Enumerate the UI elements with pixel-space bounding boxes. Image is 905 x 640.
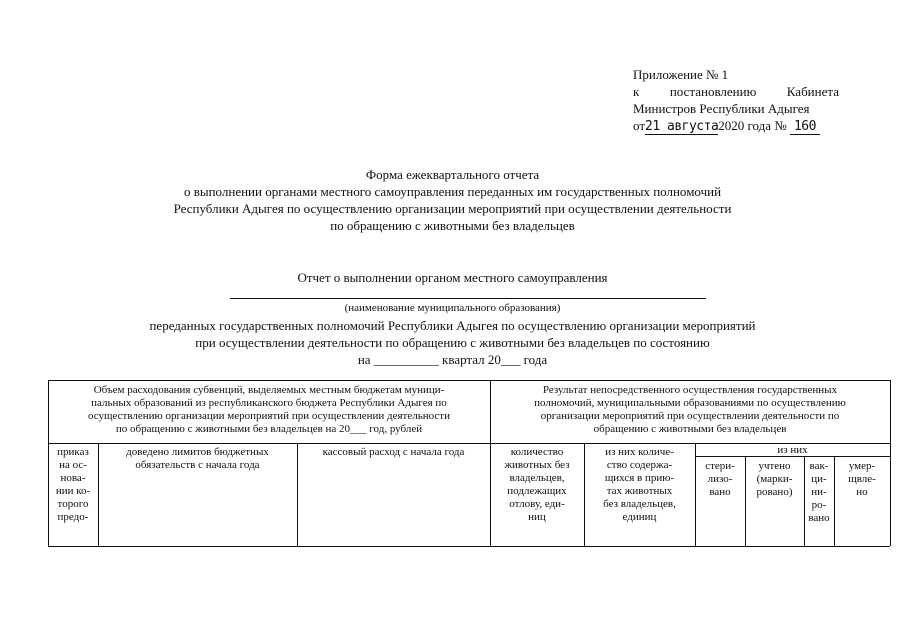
- annex-post: постановлению: [669, 84, 757, 99]
- col-vacc-line: вано: [808, 512, 830, 524]
- annex-date-handwritten: 21 августа: [645, 119, 719, 134]
- header-left-line: по обращению с животными без владельцев на 20___ год, рублей: [115, 423, 423, 435]
- col-euth-line: умер-: [848, 460, 876, 472]
- table-right-border: [890, 380, 891, 546]
- municipality-caption: (наименование муниципального образования): [344, 302, 561, 314]
- report-line-2: при осуществлении деятельности по обращению с животными без владельцев по состоянию: [195, 335, 710, 350]
- annex-line-1: Приложение № 1: [633, 67, 729, 82]
- col-shelter-line: тах животных: [606, 485, 673, 497]
- annex-k: к: [633, 84, 640, 99]
- form-title-line-2: о выполнении органами местного самоуправления переданных им государственных полномочий: [183, 184, 722, 199]
- annex-line-3: Министров Республики Адыгея: [633, 101, 810, 116]
- form-title-line-1: Форма ежеквартального отчета: [365, 167, 540, 182]
- col-count-line: подлежащих: [507, 485, 567, 497]
- col-count-line: ниц: [528, 511, 546, 523]
- col-limits-line: доведено лимитов бюджетных: [126, 446, 269, 458]
- col-steril-header: [695, 460, 745, 499]
- col-euth-line: щвле-: [848, 473, 876, 485]
- annex-from: от: [633, 118, 646, 133]
- col-vacc-line: вак-: [809, 460, 829, 472]
- col-count-header: [490, 446, 584, 524]
- col-order-line: на ос-: [59, 459, 87, 471]
- col-steril-line: лизо-: [707, 473, 733, 485]
- header-right-line: полномочий, муниципальными образованиями по осуществлению: [534, 397, 846, 409]
- col-vacc-header: [804, 460, 834, 525]
- report-title: Отчет о выполнении органом местного самоуправления: [297, 270, 608, 285]
- col-cash-line: кассовый расход с начала года: [322, 446, 465, 458]
- col-order-line: предо-: [57, 511, 89, 523]
- col-count-line: животных без: [504, 459, 570, 471]
- col-limits-header: [98, 446, 297, 472]
- table-bottom-border: [48, 546, 890, 547]
- annex-block: [633, 66, 839, 135]
- col-shelter-line: без владельцев,: [603, 498, 676, 510]
- col-vacc-line: ро-: [811, 499, 827, 511]
- header-left-line: Объем расходования субвенций, выделяемых местным бюджетам муници-: [93, 384, 445, 396]
- col-shelter-line: единиц: [622, 511, 657, 523]
- col-shelter-line: из них количе-: [605, 446, 674, 458]
- header-right-cell: [490, 384, 890, 436]
- col-shelter-line: ство содержа-: [606, 459, 673, 471]
- header-right-line: Результат непосредственного осуществления государственных: [542, 384, 838, 396]
- report-date-line: на __________ квартал 20___ года: [357, 352, 548, 367]
- col-vacc-line: ни-: [811, 486, 827, 498]
- col-marked-header: [745, 460, 804, 499]
- annex-cab: Кабинета: [786, 84, 839, 99]
- col-order-header: [48, 446, 98, 524]
- col-count-line: отлову, еди-: [509, 498, 565, 510]
- col-shelter-line: щихся в прию-: [604, 472, 675, 484]
- col-steril-line: стери-: [705, 460, 735, 472]
- annex-number-handwritten: 160: [790, 119, 820, 135]
- report-line-1: переданных государственных полномочий Республики Адыгея по осуществлению организации мероприятий: [149, 318, 756, 333]
- col-order-line: торого: [57, 498, 89, 510]
- of-them-header: из них: [777, 444, 808, 456]
- form-title-line-4: по обращению с животными без владельцев: [330, 218, 575, 233]
- col-order-line: нова-: [60, 472, 86, 484]
- col-steril-line: вано: [709, 486, 731, 498]
- header-left-line: осуществлению организации мероприятий при осуществлении деятельности: [88, 410, 450, 422]
- municipality-name-line: [230, 298, 706, 299]
- header-right-line: обращению с животными без владельцев: [593, 423, 787, 435]
- col-count-line: владельцев,: [509, 472, 565, 484]
- col-limits-line: обязательств с начала года: [135, 459, 260, 471]
- col-order-line: нии ко-: [55, 485, 91, 497]
- annex-year: 2020 года №: [718, 118, 787, 133]
- col-cash-header: [297, 446, 490, 459]
- col-euth-header: [834, 460, 890, 499]
- header-left-cell: [48, 384, 490, 436]
- col-marked-line: (марки-: [756, 473, 793, 485]
- header-left-line: пальных образований из республиканского бюджета Республики Адыгея по: [91, 397, 447, 409]
- annex-line-4: [633, 117, 839, 135]
- col-count-line: количество: [510, 446, 564, 458]
- table-top-border: [48, 380, 890, 381]
- col-vacc-line: ци-: [811, 473, 827, 485]
- annex-line-2: [633, 83, 839, 100]
- col-euth-line: но: [856, 486, 868, 498]
- col-marked-line: ровано): [756, 486, 793, 498]
- col-order-line: приказ: [57, 446, 89, 458]
- col-marked-line: учтено: [758, 460, 791, 472]
- form-title-line-3: Республики Адыгея по осуществлению организации мероприятий при осуществлении деятельности: [173, 201, 732, 216]
- col-shelter-header: [584, 446, 695, 524]
- header-right-line: организации мероприятий при осуществлении деятельности по: [540, 410, 840, 422]
